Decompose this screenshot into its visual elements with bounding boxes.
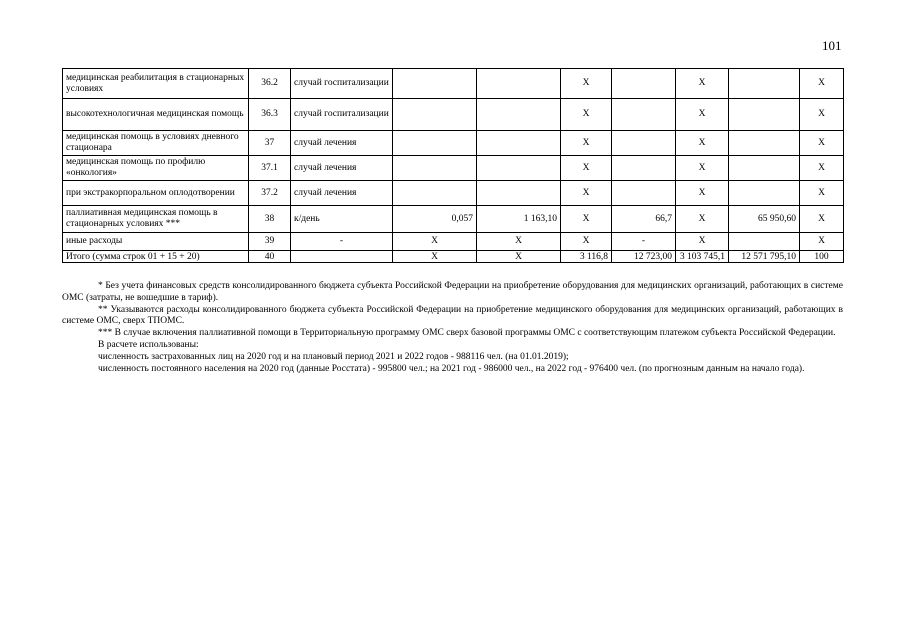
cell bbox=[477, 69, 561, 99]
cell: X bbox=[800, 206, 844, 233]
cell: 1 163,10 bbox=[477, 206, 561, 233]
table-row bbox=[63, 233, 844, 251]
row-name: высокотехнологичная медицинская помощь bbox=[63, 99, 249, 131]
table-row bbox=[63, 99, 844, 131]
cell: X bbox=[676, 99, 729, 131]
cell: X bbox=[800, 156, 844, 181]
table-row bbox=[63, 69, 844, 99]
cell: X bbox=[561, 181, 612, 206]
cell: X bbox=[676, 69, 729, 99]
cell: X bbox=[676, 131, 729, 156]
row-unit: к/день bbox=[291, 206, 393, 233]
row-number: 37.1 bbox=[249, 156, 291, 181]
table-row bbox=[63, 181, 844, 206]
row-number: 39 bbox=[249, 233, 291, 251]
cell bbox=[729, 99, 800, 131]
cell: X bbox=[800, 99, 844, 131]
footnotes bbox=[62, 281, 843, 375]
row-name: медицинская помощь в условиях дневного стационара bbox=[63, 131, 249, 156]
table-row bbox=[63, 206, 844, 233]
cell bbox=[612, 69, 676, 99]
cell: 0,057 bbox=[393, 206, 477, 233]
footnote-2: ** Указываются расходы консолидированного бюджета субъекта Российской Федерации на приобретение медицинского оборудования для медицинских организаций, работающих в системе ОМС, сверх ТПОМС. bbox=[62, 304, 843, 327]
resident-population-note: численность постоянного населения на 2020 год (данные Росстата) - 995800 чел.; на 2021 год - 986000 чел., на 2022 год - 976400 чел. (по прогнозным данным на начало года). bbox=[98, 363, 805, 374]
cell bbox=[393, 131, 477, 156]
cell: X bbox=[561, 99, 612, 131]
cell: X bbox=[676, 206, 729, 233]
table-row bbox=[63, 156, 844, 181]
table-row bbox=[63, 131, 844, 156]
row-number: 37.2 bbox=[249, 181, 291, 206]
row-name: Итого (сумма строк 01 + 15 + 20) bbox=[63, 251, 249, 263]
row-name: паллиативная медицинская помощь в стационарных условиях *** bbox=[63, 206, 249, 233]
row-name: медицинская помощь по профилю «онкология» bbox=[63, 156, 249, 181]
cell: X bbox=[561, 69, 612, 99]
cell bbox=[393, 181, 477, 206]
cell: 66,7 bbox=[612, 206, 676, 233]
footnote-1: * Без учета финансовых средств консолидированного бюджета субъекта Российской Федерации на приобретение оборудования для медицинских организаций, работающих в системе ОМС (затраты, не вошедшие в тариф). bbox=[62, 281, 843, 303]
cell: X bbox=[800, 69, 844, 99]
cell: 3 116,8 bbox=[561, 251, 612, 263]
row-unit: случай лечения bbox=[291, 131, 393, 156]
cell: X bbox=[393, 251, 477, 263]
cell: X bbox=[800, 131, 844, 156]
calc-basis-heading: В расчете использованы: bbox=[98, 339, 199, 350]
row-number: 36.2 bbox=[249, 69, 291, 99]
cell bbox=[612, 156, 676, 181]
cell: 100 bbox=[800, 251, 844, 263]
cell bbox=[729, 233, 800, 251]
cell: - bbox=[612, 233, 676, 251]
cell: 3 103 745,1 bbox=[676, 251, 729, 263]
cell: X bbox=[561, 206, 612, 233]
row-name: иные расходы bbox=[63, 233, 249, 251]
cell: X bbox=[676, 181, 729, 206]
cell: X bbox=[561, 131, 612, 156]
row-name: медицинская реабилитация в стационарных условиях bbox=[63, 69, 249, 99]
cell bbox=[393, 69, 477, 99]
cell: X bbox=[477, 233, 561, 251]
insured-population-note: численность застрахованных лиц на 2020 год и на плановый период 2021 и 2022 годов - 988116 чел. (на 01.01.2019); bbox=[98, 351, 569, 362]
cell: X bbox=[800, 233, 844, 251]
cell: X bbox=[477, 251, 561, 263]
page-number: 101 bbox=[822, 38, 842, 53]
row-unit: случай лечения bbox=[291, 156, 393, 181]
cell bbox=[729, 156, 800, 181]
cell bbox=[612, 181, 676, 206]
footnote-3: *** В случае включения паллиативной помощи в Территориальную программу ОМС сверх базовой программы ОМС с соответствующим платежом субъекта Российской Федерации. bbox=[98, 328, 836, 339]
financing-table bbox=[62, 68, 844, 263]
row-number: 38 bbox=[249, 206, 291, 233]
cell: X bbox=[676, 233, 729, 251]
row-unit: - bbox=[291, 233, 393, 251]
cell: X bbox=[561, 156, 612, 181]
cell bbox=[612, 99, 676, 131]
cell bbox=[477, 181, 561, 206]
cell: 12 723,00 bbox=[612, 251, 676, 263]
cell bbox=[477, 156, 561, 181]
cell: 65 950,60 bbox=[729, 206, 800, 233]
cell bbox=[393, 156, 477, 181]
cell bbox=[612, 131, 676, 156]
cell: X bbox=[800, 181, 844, 206]
cell: X bbox=[561, 233, 612, 251]
row-unit: случай госпитализации bbox=[291, 99, 393, 131]
cell: X bbox=[676, 156, 729, 181]
row-unit: случай госпитализации bbox=[291, 69, 393, 99]
row-name: при экстракорпоральном оплодотворении bbox=[63, 181, 249, 206]
cell bbox=[729, 181, 800, 206]
row-unit: случай лечения bbox=[291, 181, 393, 206]
cell: X bbox=[393, 233, 477, 251]
cell bbox=[477, 99, 561, 131]
row-number: 37 bbox=[249, 131, 291, 156]
cell bbox=[729, 131, 800, 156]
row-number: 36.3 bbox=[249, 99, 291, 131]
cell bbox=[729, 69, 800, 99]
row-number: 40 bbox=[249, 251, 291, 263]
cell: 12 571 795,10 bbox=[729, 251, 800, 263]
row-unit bbox=[291, 251, 393, 263]
table-row bbox=[63, 251, 844, 263]
cell bbox=[393, 99, 477, 131]
cell bbox=[477, 131, 561, 156]
